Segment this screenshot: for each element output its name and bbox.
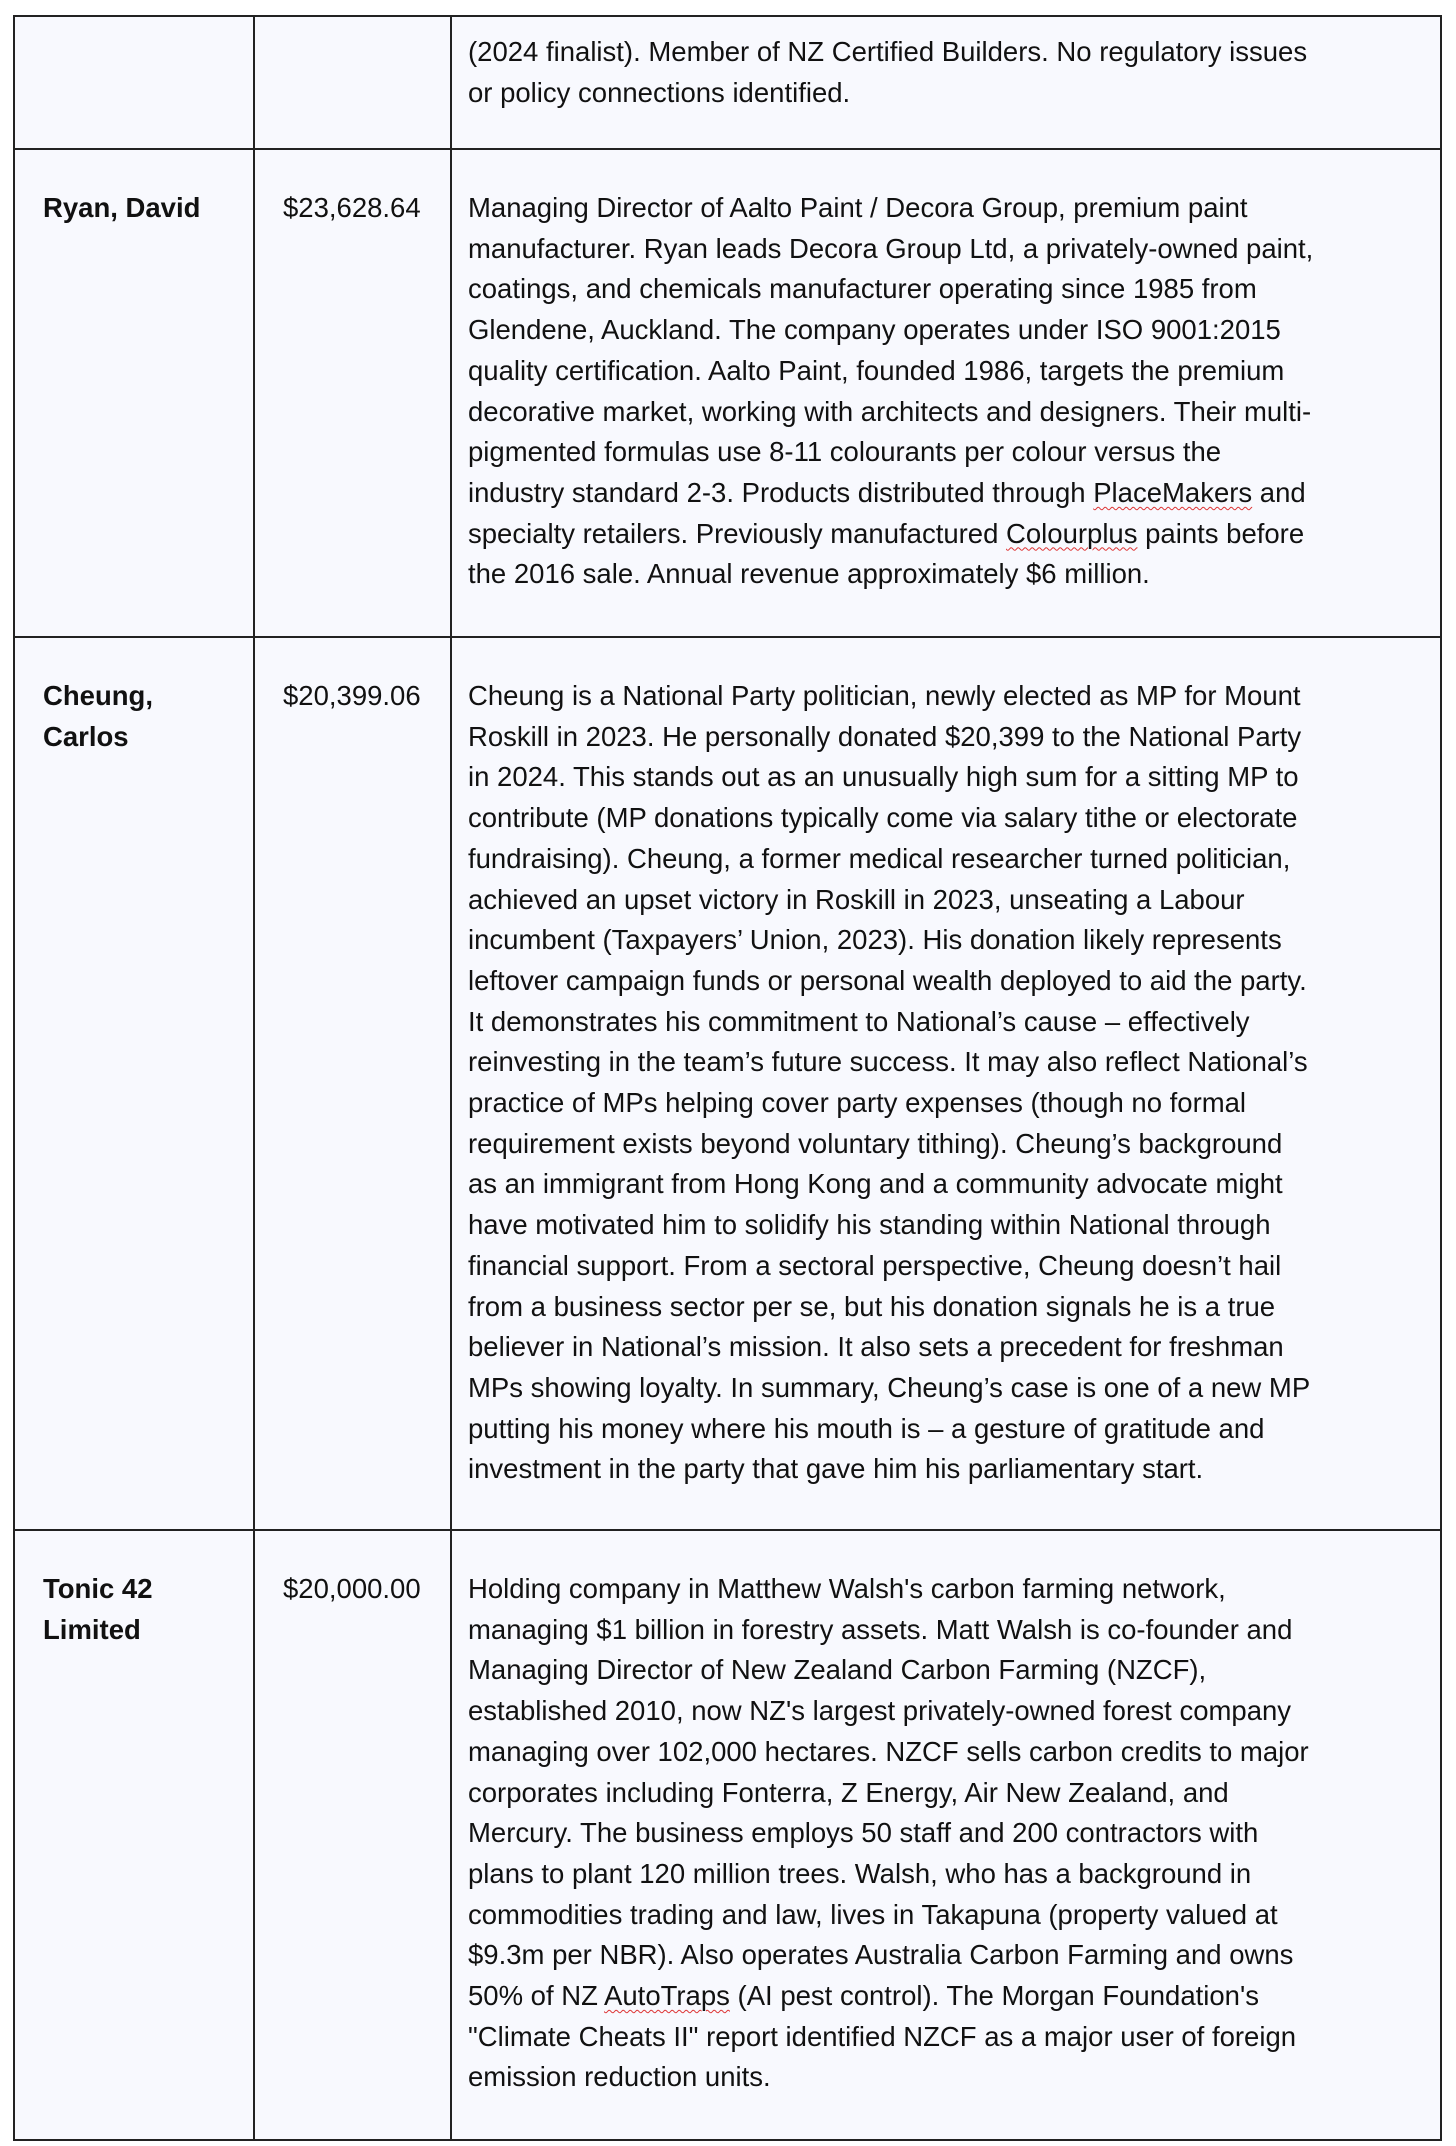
description-line: 50% of NZ AutoTraps (AI pest control). The Morgan Foundation's bbox=[468, 1980, 1259, 2012]
description-line: Cheung is a National Party politician, newly elected as MP for Mount bbox=[468, 680, 1301, 711]
description-line: the 2016 sale. Annual revenue approximately $6 million. bbox=[468, 558, 1150, 590]
description-line: Holding company in Matthew Walsh's carbon farming network, bbox=[468, 1573, 1226, 1604]
donation-amount-cell bbox=[254, 16, 451, 149]
donors-table bbox=[13, 15, 1442, 2141]
description-line: emission reduction units. bbox=[468, 2061, 771, 2093]
donor-name-cell bbox=[14, 637, 254, 1530]
description-line: managing over 102,000 hectares. NZCF sells carbon credits to major bbox=[468, 1735, 1309, 1767]
donor-name-cell bbox=[14, 1530, 254, 2140]
description-line: Managing Director of Aalto Paint / Decora Group, premium paint bbox=[468, 192, 1248, 223]
spellcheck-flagged-word[interactable]: AutoTraps bbox=[604, 1980, 730, 2012]
description-line: Roskill in 2023. He personally donated $20,399 to the National Party bbox=[468, 720, 1302, 752]
description-line: industry standard 2-3. Products distributed through PlaceMakers and bbox=[468, 476, 1306, 508]
description-line: Managing Director of New Zealand Carbon Farming (NZCF), bbox=[468, 1654, 1207, 1686]
donation-amount-cell bbox=[254, 637, 451, 1530]
description-line: "Climate Cheats II" report identified NZCF as a major user of foreign bbox=[468, 2020, 1297, 2052]
description-line: pigmented formulas use 8-11 colourants per colour versus the bbox=[468, 436, 1222, 468]
spellcheck-flagged-word[interactable]: Colourplus bbox=[1006, 517, 1138, 549]
donation-amount-cell bbox=[254, 149, 451, 637]
description-line: commodities trading and law, lives in Takapuna (property valued at bbox=[468, 1898, 1278, 1930]
description-line: coatings, and chemicals manufacturer operating since 1985 from bbox=[468, 273, 1257, 305]
description-line: manufacturer. Ryan leads Decora Group Ltd, a privately-owned paint, bbox=[468, 232, 1314, 264]
description-line: requirement exists beyond voluntary tithing). Cheung’s background bbox=[468, 1127, 1283, 1159]
description-line: fundraising). Cheung, a former medical researcher turned politician, bbox=[468, 842, 1291, 874]
donation-amount: $20,000.00 bbox=[283, 1573, 421, 1604]
donor-name: Tonic 42 Limited bbox=[43, 1573, 153, 1645]
description-line: Mercury. The business employs 50 staff and 200 contractors with bbox=[468, 1817, 1259, 1849]
table-row bbox=[14, 637, 1441, 1530]
description-line: Glendene, Auckland. The company operates under ISO 9001:2015 bbox=[468, 314, 1281, 346]
description-cell bbox=[451, 1530, 1441, 2140]
description-cell bbox=[451, 149, 1441, 637]
donation-amount: $23,628.64 bbox=[283, 192, 421, 223]
description-line: It demonstrates his commitment to National’s cause – effectively bbox=[468, 1005, 1250, 1037]
description-line: achieved an upset victory in Roskill in 2023, unseating a Labour bbox=[468, 883, 1245, 915]
description-line: MPs showing loyalty. In summary, Cheung’s case is one of a new MP bbox=[468, 1371, 1311, 1403]
description-line: established 2010, now NZ's largest privately-owned forest company bbox=[468, 1695, 1292, 1727]
description-line: specialty retailers. Previously manufactured Colourplus paints before bbox=[468, 517, 1305, 549]
donor-name: Ryan, David bbox=[43, 192, 201, 223]
description-line: $9.3m per NBR). Also operates Australia Carbon Farming and owns bbox=[468, 1939, 1294, 1971]
donor-name: Cheung, Carlos bbox=[43, 680, 153, 752]
donor-name-cell bbox=[14, 149, 254, 637]
description-line: decorative market, working with architects and designers. Their multi- bbox=[468, 395, 1312, 427]
description-cell bbox=[451, 16, 1441, 149]
description-line: (2024 finalist). Member of NZ Certified Builders. No regulatory issues bbox=[468, 36, 1308, 67]
description-line: investment in the party that gave him his parliamentary start. bbox=[468, 1453, 1204, 1485]
description-line: putting his money where his mouth is – a gesture of gratitude and bbox=[468, 1412, 1265, 1444]
description-line: managing $1 billion in forestry assets. Matt Walsh is co-founder and bbox=[468, 1613, 1293, 1645]
table-row bbox=[14, 1530, 1441, 2140]
description-line: financial support. From a sectoral perspective, Cheung doesn’t hail bbox=[468, 1249, 1282, 1281]
table-row bbox=[14, 149, 1441, 637]
description-line: quality certification. Aalto Paint, founded 1986, targets the premium bbox=[468, 354, 1285, 386]
description-line: believer in National’s mission. It also sets a precedent for freshman bbox=[468, 1331, 1284, 1363]
description-line: contribute (MP donations typically come via salary tithe or electorate bbox=[468, 802, 1298, 834]
description-line: in 2024. This stands out as an unusually high sum for a sitting MP to bbox=[468, 761, 1299, 793]
description-line: incumbent (Taxpayers’ Union, 2023). His donation likely represents bbox=[468, 924, 1282, 956]
table-row bbox=[14, 16, 1441, 149]
spellcheck-flagged-word[interactable]: PlaceMakers bbox=[1093, 476, 1253, 508]
donation-amount: $20,399.06 bbox=[283, 680, 421, 711]
description-line: or policy connections identified. bbox=[468, 76, 851, 108]
description-line: practice of MPs helping cover party expenses (though no formal bbox=[468, 1087, 1247, 1119]
description-line: as an immigrant from Hong Kong and a community advocate might bbox=[468, 1168, 1283, 1200]
description-line: corporates including Fonterra, Z Energy, Air New Zealand, and bbox=[468, 1776, 1229, 1808]
description-line: have motivated him to solidify his standing within National through bbox=[468, 1209, 1271, 1241]
donation-amount-cell bbox=[254, 1530, 451, 2140]
description-cell bbox=[451, 637, 1441, 1530]
description-line: reinvesting in the team’s future success. It may also reflect National’s bbox=[468, 1046, 1308, 1078]
donor-name-cell bbox=[14, 16, 254, 149]
description-line: plans to plant 120 million trees. Walsh, who has a background in bbox=[468, 1857, 1252, 1889]
description-line: leftover campaign funds or personal wealth deployed to aid the party. bbox=[468, 964, 1307, 996]
description-line: from a business sector per se, but his donation signals he is a true bbox=[468, 1290, 1276, 1322]
